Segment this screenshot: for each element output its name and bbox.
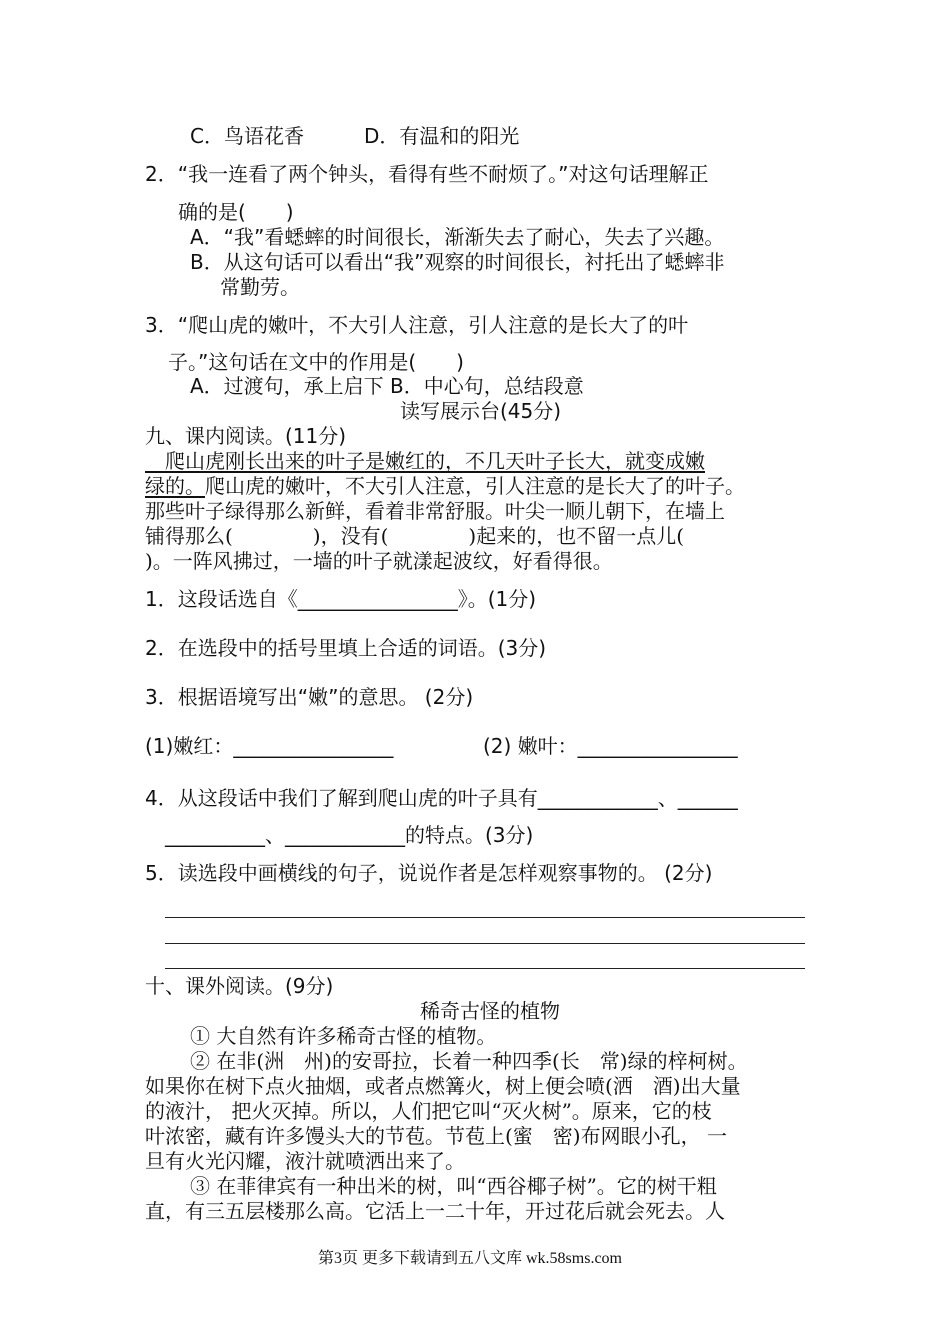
s9-question-3-part2: (2) 嫩叶：________________ (483, 734, 738, 758)
passage-line5: )。一阵风拂过，一墙的叶子就漾起波纹，好看得很。 (145, 549, 613, 573)
s9-question-5: 5．读选段中画横线的句子，说说作者是怎样观察事物的。 (2分) (145, 861, 713, 885)
article-p2-line1: ② 在非(洲 州)的安哥拉，长着一种四季(长 常)绿的梓柯树。 (190, 1049, 748, 1073)
passage-underlined-line1: 爬山虎刚长出来的叶子是嫩红的，不几天叶子长大，就变成嫩 (145, 449, 705, 473)
s9-question-1: 1．这段话选自《________________》。(1分) (145, 587, 537, 611)
passage-line3: 那些叶子绿得那么新鲜，看着非常舒服。叶尖一顺儿朝下，在墙上 (145, 499, 725, 523)
q2-option-b-line1: B．从这句话可以看出“我”观察的时间很长，衬托出了蟋蟀非 (190, 250, 725, 274)
q2-option-b-line2: 常勤劳。 (220, 275, 300, 299)
section9-heading: 九、课内阅读。(11分) (145, 424, 347, 448)
q2-stem-line2: 确的是( ) (178, 200, 294, 224)
s9-question-4-line2: __________、____________的特点。(3分) (165, 823, 534, 847)
article-p2-line4: 叶浓密，藏有许多馒头大的节苞。节苞上(蜜 密)布网眼小孔， 一 (145, 1124, 727, 1148)
section10-heading: 十、课外阅读。(9分) (145, 974, 334, 998)
q3-options: A．过渡句，承上启下 B．中心句，总结段意 (190, 374, 584, 398)
s9-question-2: 2．在选段中的括号里填上合适的词语。(3分) (145, 636, 547, 660)
s9-question-3: 3．根据语境写出“嫩”的意思。 (2分) (145, 685, 474, 709)
s9-question-4-line1: 4．从这段话中我们了解到爬山虎的叶子具有____________、______ (145, 786, 738, 810)
answer-line-2[interactable] (165, 943, 805, 944)
article-title: 稀奇古怪的植物 (420, 999, 560, 1023)
article-p2-line5: 旦有火光闪耀，液汁就喷洒出来了。 (145, 1149, 465, 1173)
passage-line2 (145, 474, 745, 498)
q3-stem-line1: 3．“爬山虎的嫩叶，不大引人注意，引人注意的是长大了的叶 (145, 313, 689, 337)
q2-option-a: A．“我”看蟋蟀的时间很长，渐渐失去了耐心，失去了兴趣。 (190, 225, 725, 249)
q1-options-cont: C．鸟语花香 D．有温和的阳光 (190, 124, 520, 148)
q2-stem-line1: 2．“我一连看了两个钟头，看得有些不耐烦了。”对这句话理解正 (145, 162, 709, 186)
page-footer: 第3页 更多下载请到五八文库 wk.58sms.com (318, 1250, 623, 1267)
passage-line2-rest: 爬山虎的嫩叶，不大引人注意，引人注意的是长大了的叶子。 (205, 474, 745, 498)
article-p2-line3: 的液汁， 把火灭掉。所以，人们把它叫“灭火树”。原来，它的枝 (145, 1099, 712, 1123)
passage-line4: 铺得那么( )，没有( )起来的，也不留一点儿( (145, 524, 685, 548)
article-p2-line2: 如果你在树下点火抽烟，或者点燃篝火，树上便会喷(洒 酒)出大量 (145, 1074, 741, 1098)
article-p3-line2: 直，有三五层楼那么高。它活上一二十年，开过花后就会死去。人 (145, 1199, 725, 1223)
answer-line-3[interactable] (165, 968, 805, 969)
section-banner: 读写展示台(45分) (400, 399, 562, 423)
answer-line-1[interactable] (165, 917, 805, 918)
article-p3-line1: ③ 在菲律宾有一种出米的树，叫“西谷椰子树”。它的树干粗 (190, 1174, 717, 1198)
passage-underlined-line2: 绿的。 (145, 474, 205, 498)
q3-stem-line2: 子。”这句话在文中的作用是( ) (168, 350, 464, 374)
s9-question-3-part1: (1)嫩红：________________ (145, 734, 394, 758)
article-p1: ① 大自然有许多稀奇古怪的植物。 (190, 1024, 497, 1048)
